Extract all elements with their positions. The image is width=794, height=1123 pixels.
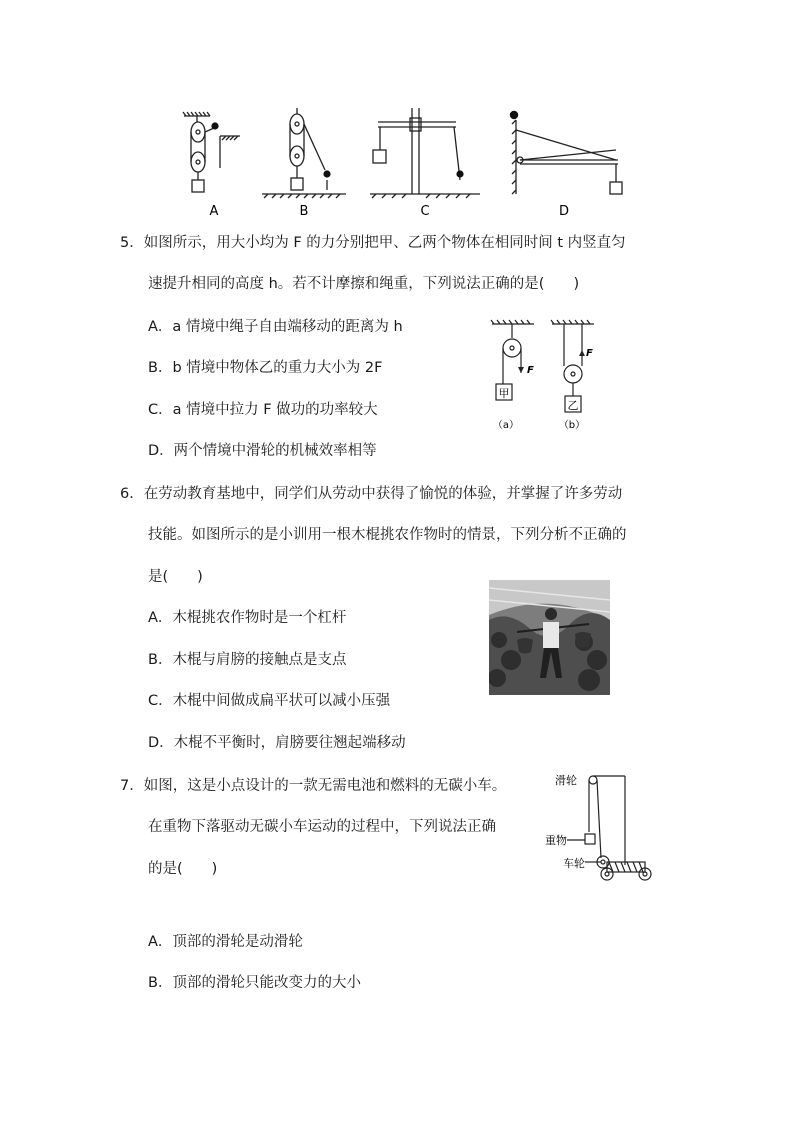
q6-option-a[interactable]: A．木棍挑农作物时是一个杠杆 [148, 610, 347, 626]
q5-force-b-label: F [586, 348, 593, 359]
q5-option-b[interactable]: B．b 情境中物体乙的重力大小为 2F [148, 360, 383, 376]
q5-force-a-label: F [527, 365, 534, 376]
q6-photo [489, 580, 610, 695]
q6-stem-line3: 是( ) [148, 569, 203, 585]
q5-option-c[interactable]: C．a 情境中拉力 F 做功的功率较大 [148, 402, 378, 418]
q7-stem-line2: 在重物下落驱动无碳小车运动的过程中，下列说法正确 [148, 819, 496, 835]
q7-wheel-label: 车轮 [563, 857, 585, 870]
pulley-options-figure [170, 108, 640, 220]
q5-caption-b: （b） [558, 420, 586, 431]
q7-option-a[interactable]: A．顶部的滑轮是动滑轮 [148, 934, 303, 950]
q6-stem-line1: 6．在劳动教育基地中，同学们从劳动中获得了愉悦的体验，并掌握了许多劳动 [120, 486, 623, 502]
q5-box-a-label: 甲 [498, 387, 510, 400]
q5-box-b-label: 乙 [567, 399, 579, 412]
q7-pulley-label: 滑轮 [555, 774, 577, 787]
q5-pulley-figure [486, 318, 606, 433]
q5-stem-line1: 5．如图所示，用大小均为 F 的力分别把甲、乙两个物体在相同时间 t 内竖直匀 [120, 235, 626, 251]
q5-stem-line2: 速提升相同的高度 h。若不计摩擦和绳重，下列说法正确的是( ) [148, 276, 580, 292]
q6-option-b[interactable]: B．木棍与肩膀的接触点是支点 [148, 652, 347, 668]
q7-cart-figure [545, 770, 660, 885]
q5-caption-a: （a） [492, 420, 520, 431]
figure-label-c: C [420, 204, 430, 219]
figure-label-a: A [209, 204, 219, 219]
figure-label-b: B [299, 204, 309, 219]
q6-stem-line2: 技能。如图所示的是小训用一根木棍挑农作物时的情景，下列分析不正确的 [148, 527, 627, 543]
q6-option-d[interactable]: D．木棍不平衡时，肩膀要往翘起端移动 [148, 735, 406, 751]
q5-option-d[interactable]: D．两个情境中滑轮的机械效率相等 [148, 443, 377, 459]
q7-weight-label: 重物 [545, 834, 567, 847]
q7-option-b[interactable]: B．顶部的滑轮只能改变力的大小 [148, 975, 361, 991]
q7-stem-line3: 的是( ) [148, 861, 218, 877]
q7-stem-line1: 7．如图，这是小点设计的一款无需电池和燃料的无碳小车。 [120, 778, 507, 794]
q6-option-c[interactable]: C．木棍中间做成扁平状可以减小压强 [148, 693, 391, 709]
figure-label-d: D [558, 204, 570, 219]
q5-option-a[interactable]: A．a 情境中绳子自由端移动的距离为 h [148, 319, 403, 335]
